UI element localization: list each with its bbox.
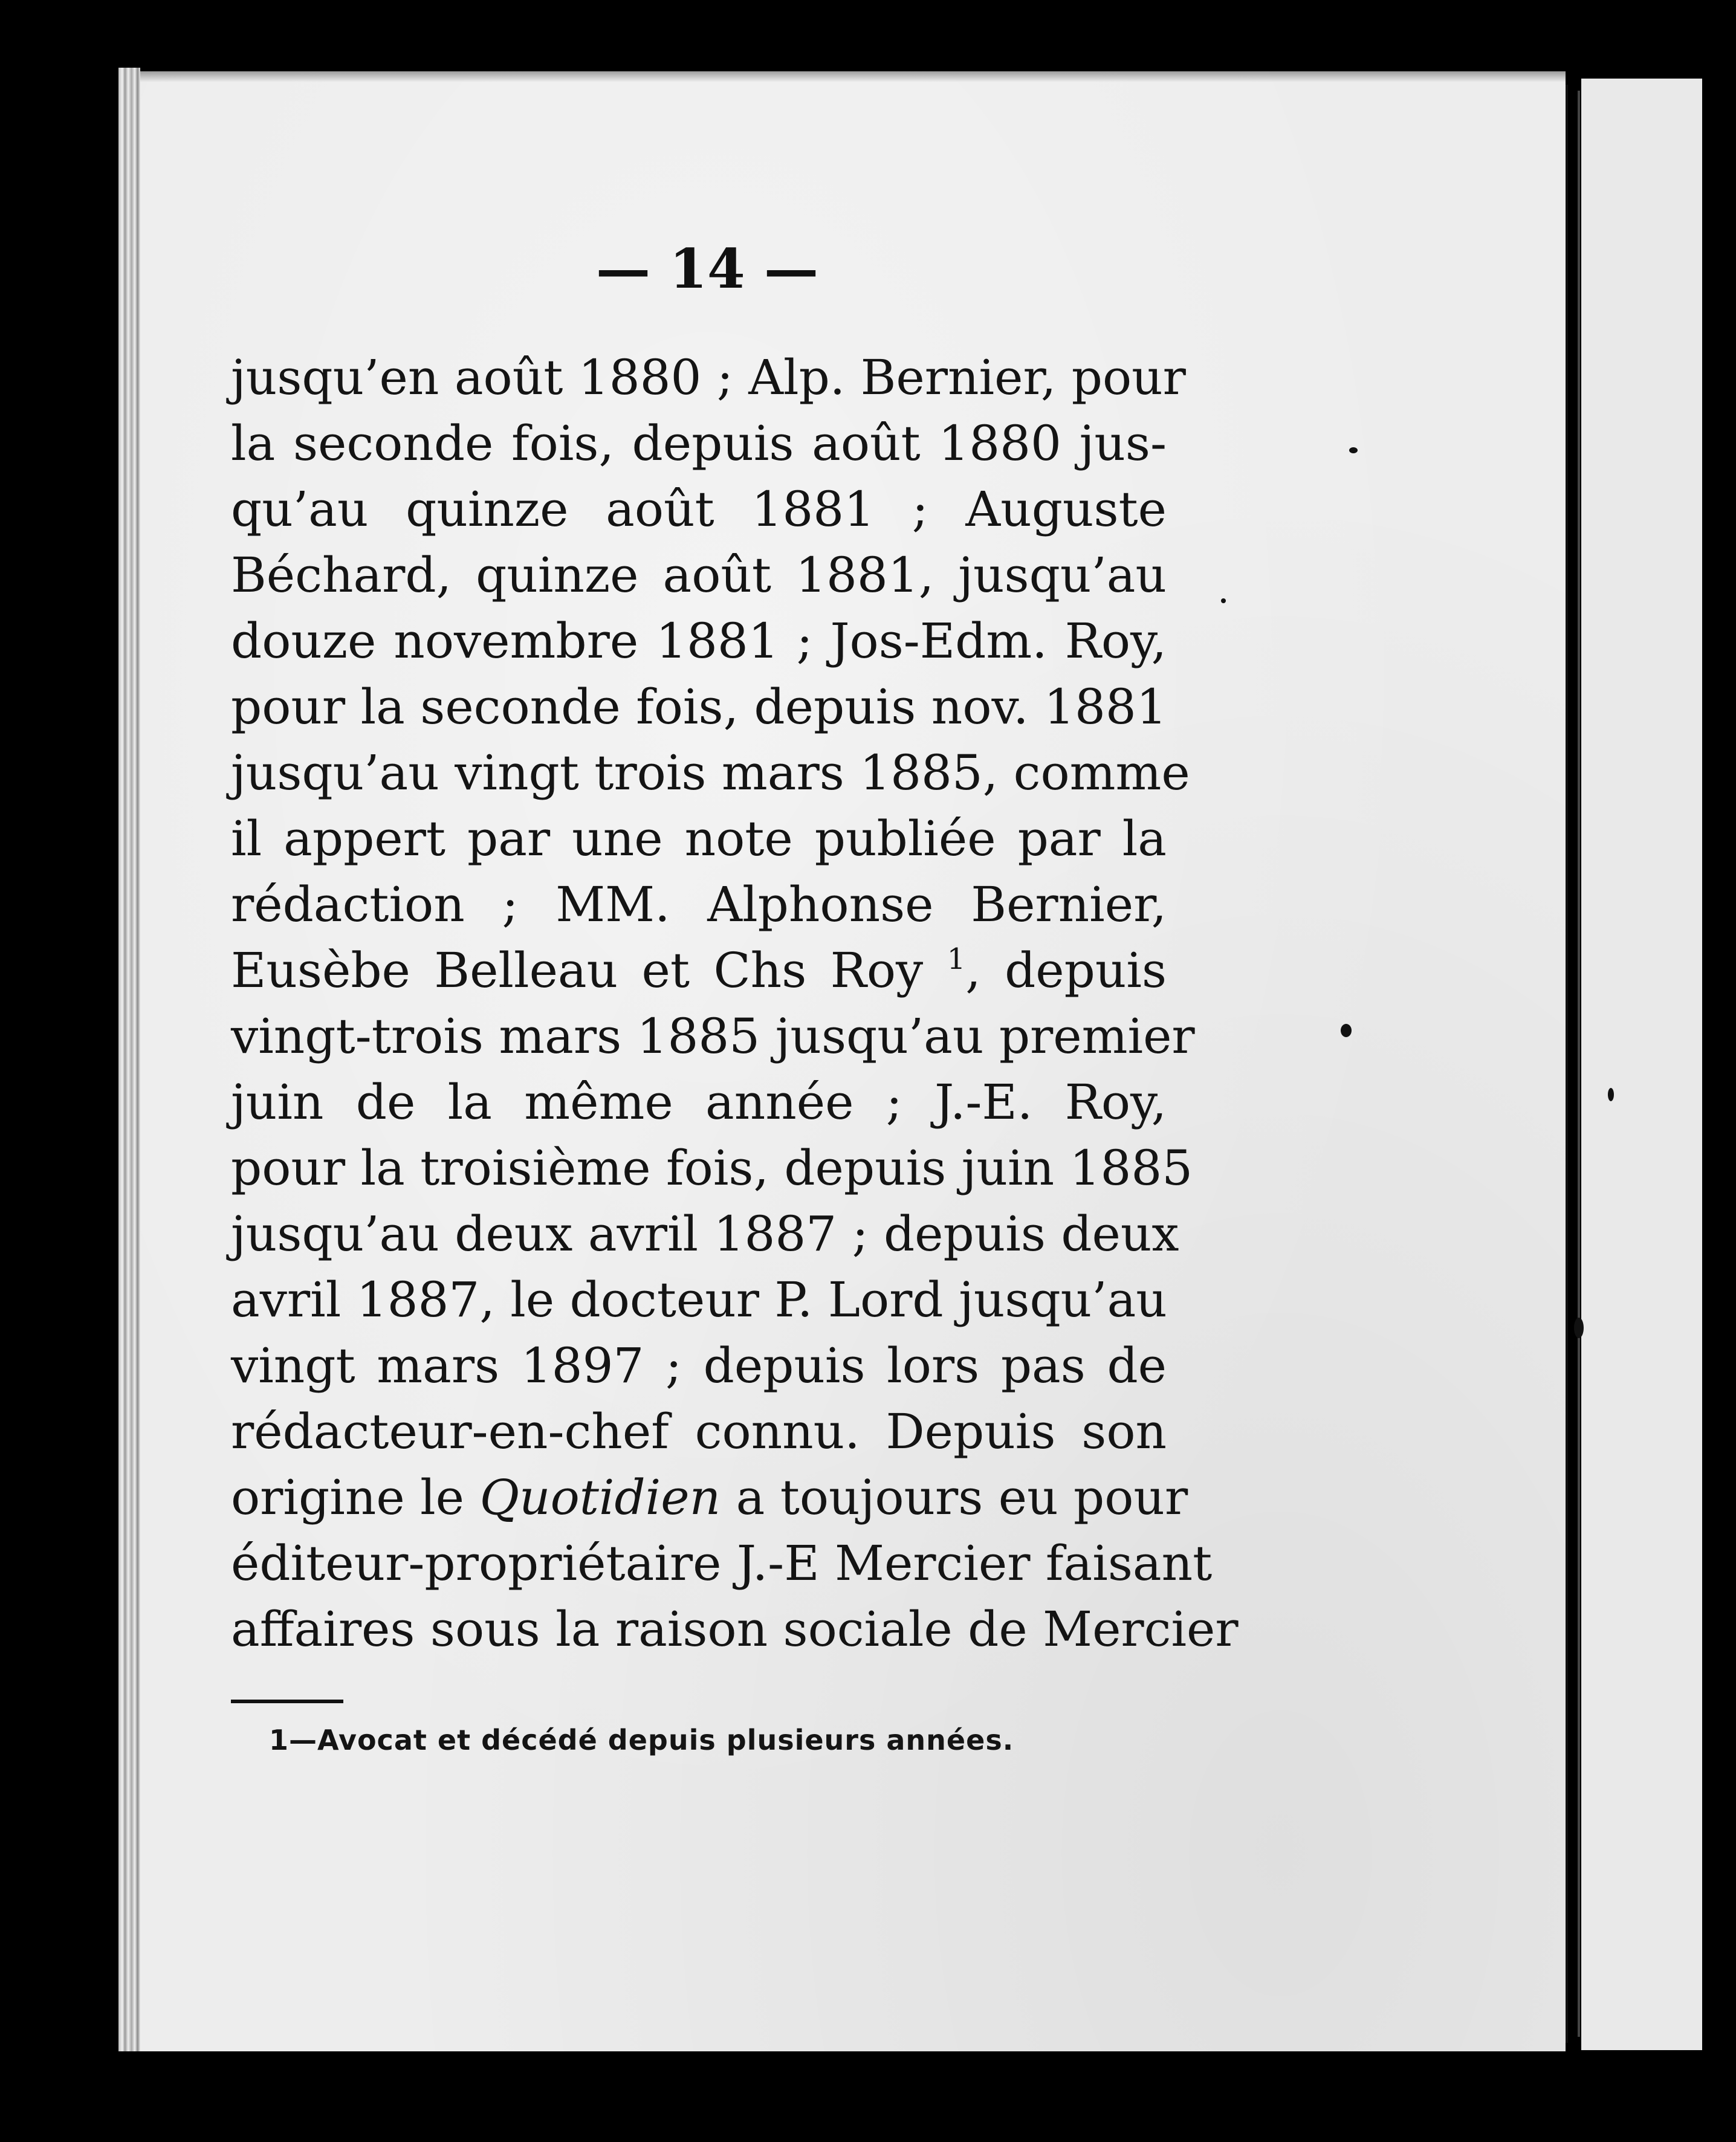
text-line: jusqu’au deux avril 1887 ; depuis deux <box>231 1206 1179 1262</box>
text-line: éditeur-propriétaire J.-E Mercier faisant <box>231 1535 1213 1591</box>
ink-speck <box>1608 1088 1614 1101</box>
text-line-with-note <box>231 937 1167 1003</box>
newspaper-title: Quotidien <box>479 1469 721 1526</box>
text-line-with-italic <box>231 1464 1188 1530</box>
text-line: juin de la même année ; J.-E. Roy, <box>231 1074 1167 1130</box>
footnote: 1—Avocat et décédé depuis plusieurs années. <box>269 1724 1014 1756</box>
ink-speck <box>1574 1318 1584 1338</box>
page-stack-edges <box>118 68 140 2051</box>
ink-speck <box>1341 1024 1352 1037</box>
footnote-reference: 1 <box>947 942 966 976</box>
page-number: — 14 — <box>596 237 818 301</box>
ink-speck <box>1221 598 1226 603</box>
text-line: pour la troisième fois, depuis juin 1885 <box>231 1140 1193 1196</box>
text-line: il appert par une note publiée par la <box>231 811 1167 867</box>
text-line: douze novembre 1881 ; Jos-Edm. Roy, <box>231 613 1167 669</box>
text-line: vingt mars 1897 ; depuis lors pas de <box>231 1338 1167 1394</box>
text-line: rédacteur-en-chef connu. Depuis son <box>231 1403 1167 1460</box>
text-line: affaires sous la raison sociale de Mercier <box>231 1601 1239 1657</box>
text-line: qu’au quinze août 1881 ; Auguste <box>231 481 1167 537</box>
body-text <box>231 345 1239 1662</box>
text-line: rédaction ; MM. Alphonse Bernier, <box>231 876 1167 933</box>
ink-speck <box>1349 447 1358 453</box>
text-segment: , depuis <box>965 942 1167 998</box>
text-line: pour la seconde fois, depuis nov. 1881 <box>231 679 1167 735</box>
text-line: vingt-trois mars 1885 jusqu’au premier <box>231 1008 1195 1064</box>
page-top-shadow <box>140 71 1566 82</box>
text-line: jusqu’en août 1880 ; Alp. Bernier, pour <box>231 349 1186 406</box>
text-line: la seconde fois, depuis août 1880 jus- <box>231 415 1167 471</box>
text-segment: a toujours eu pour <box>736 1469 1188 1526</box>
text-segment: origine le <box>231 1469 465 1526</box>
text-line: jusqu’au vingt trois mars 1885, comme <box>231 745 1190 801</box>
footnote-rule <box>231 1700 343 1703</box>
text-line: avril 1887, le docteur P. Lord jusqu’au <box>231 1272 1167 1328</box>
text-segment: Eusèbe Belleau et Chs Roy <box>231 942 924 998</box>
text-line: Béchard, quinze août 1881, jusqu’au <box>231 547 1167 603</box>
facing-page <box>1581 79 1702 2050</box>
gutter-line-secondary <box>1578 91 1580 2037</box>
